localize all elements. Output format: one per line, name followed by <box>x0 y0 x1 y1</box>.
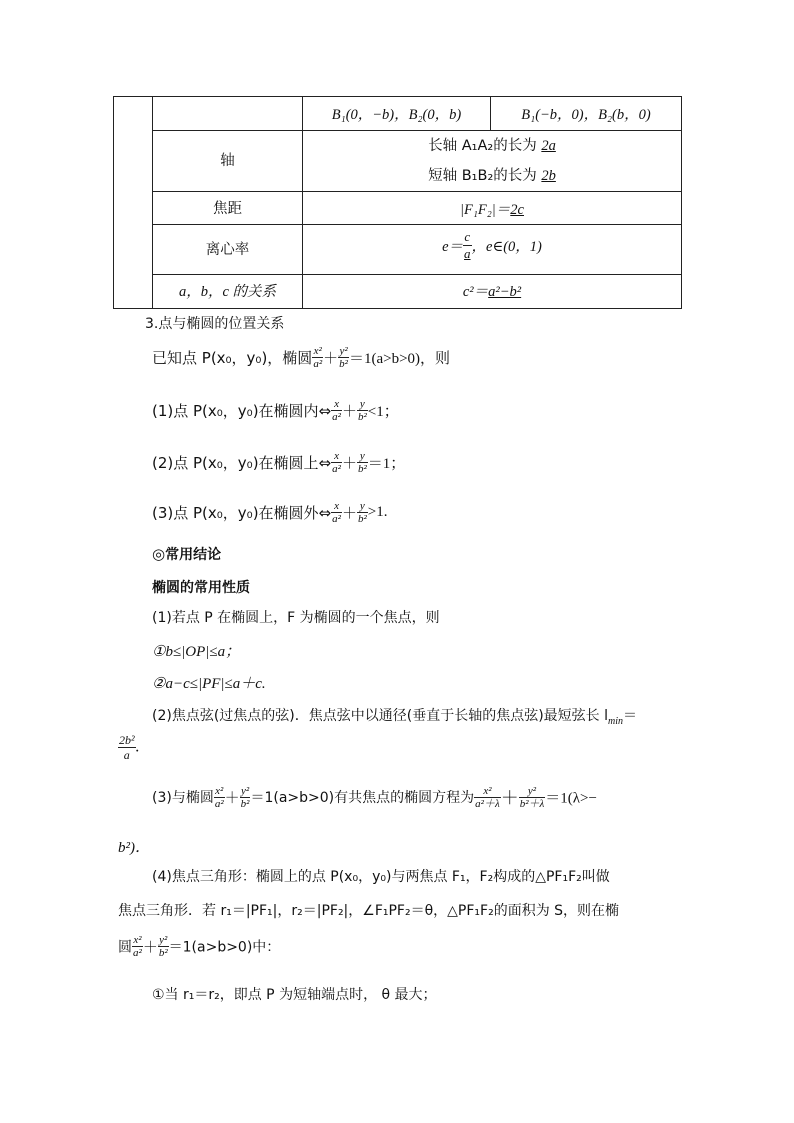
conclusion-p1: (1)若点 P 在椭圆上，F 为椭圆的一个焦点，则 <box>152 610 440 626</box>
plus-sign: ＋ <box>341 454 357 472</box>
section3-heading: 3.点与椭圆的位置关系 <box>145 316 285 332</box>
frac-den: b² <box>158 947 168 959</box>
table-row-line <box>152 224 682 225</box>
major-axis-answer: 2a <box>541 138 556 154</box>
conclusion-p1-i: ①b≤|OP|≤a； <box>152 644 241 660</box>
frac-num: y <box>357 450 368 463</box>
conclusion-p3-cont: b²)． <box>118 840 150 856</box>
conclusion-p2-fraction <box>118 733 140 762</box>
ecc-denominator: a <box>464 246 471 261</box>
frac-num: y² <box>240 784 250 797</box>
ecc-numerator: c <box>464 229 471 244</box>
frac-num: y <box>357 500 368 513</box>
frac-den: b² <box>240 797 250 810</box>
abc-prefix: c²＝ <box>462 284 489 300</box>
conclusion-p4-line1: (4)焦点三角形：椭圆上的点 P(x₀，y₀)与两焦点 F₁，F₂构成的△PF₁F₂叫做 <box>152 869 610 885</box>
section3-item2 <box>152 450 405 475</box>
table-row-line <box>152 130 682 131</box>
item1-tail: <1； <box>367 404 399 420</box>
frac-num: x <box>331 398 342 411</box>
conclusion-p4-line2: 焦点三角形．若 r₁＝|PF₁|，r₂＝|PF₂|，∠F₁PF₂＝θ，△PF₁F₂的面积为 S，则在椭 <box>118 903 620 919</box>
focal-prefix: |F₁F₂|＝ <box>460 202 511 218</box>
item1-text: (1)点 P(x₀，y₀)在椭圆内⇔ <box>152 402 332 420</box>
ecc-prefix: e＝ <box>442 239 464 255</box>
minor-axis-answer: 2b <box>541 168 556 184</box>
conclusion-p4-i: ①当 r₁＝r₂，即点 P 为短轴端点时， θ 最大； <box>152 987 437 1003</box>
p2-subscript: min <box>608 715 624 727</box>
frac-num: x <box>331 500 342 513</box>
frac-den: a² <box>214 797 224 810</box>
table-row-line <box>152 191 682 192</box>
section3-intro <box>152 345 450 370</box>
plus-sign: ＋ <box>142 938 158 956</box>
section3-item3 <box>152 500 387 525</box>
target-icon: ◎ <box>152 545 166 563</box>
conclusion-p3 <box>152 784 597 810</box>
frac-num: x² <box>474 785 501 798</box>
item3-tail: >1. <box>367 504 388 520</box>
table-border-bottom <box>113 308 682 309</box>
frac-num: y² <box>339 345 348 357</box>
cell-ecc-value <box>303 229 681 262</box>
frac-den: a² <box>332 463 341 475</box>
plus-sign: ＋ <box>224 788 240 807</box>
frac-den: a² <box>313 358 323 370</box>
p2-equals: ＝ <box>623 708 638 724</box>
cell-vertices-horizontal: B₁(−b，0)，B₂(b，0) <box>521 107 651 123</box>
frac-num: y <box>357 398 368 411</box>
conclusion-p1-ii: ②a−c≤|PF|≤a＋c. <box>152 676 266 692</box>
plus-sign: ＋ <box>341 402 357 420</box>
conclusions-subheading: 椭圆的常用性质 <box>152 580 250 596</box>
p3-text-b: ＝1(a>b>0)有共焦点的椭圆方程为 <box>250 790 475 806</box>
item3-text: (3)点 P(x₀，y₀)在椭圆外⇔ <box>152 504 332 522</box>
item2-text: (2)点 P(x₀，y₀)在椭圆上⇔ <box>152 454 332 472</box>
conclusion-p4-line3 <box>118 934 280 959</box>
ecc-suffix: ，e∈(0，1) <box>471 239 542 255</box>
frac-num: x² <box>313 345 322 357</box>
frac-num: y² <box>159 934 168 946</box>
cell-axis-label: 轴 <box>220 153 235 169</box>
cell-minor-axis <box>303 164 681 185</box>
item2-tail: ＝1； <box>367 456 406 472</box>
frac-den: a² <box>332 411 341 423</box>
cell-abc-label: a，b，c 的关系 <box>178 284 277 300</box>
frac-den: b² <box>357 411 367 423</box>
conclusions-heading-row <box>152 544 221 564</box>
p3-text-c: ＝1(λ>− <box>545 790 597 807</box>
frac-den: b² <box>339 358 348 370</box>
frac-den: a²＋λ <box>475 797 500 810</box>
cell-vertices-vertical: B₁(0，−b)，B₂(0，b) <box>331 107 462 123</box>
frac-den: b² <box>357 513 367 525</box>
section3-item1 <box>152 398 399 423</box>
conclusion-p2 <box>152 705 637 727</box>
frac-num: x² <box>133 934 142 946</box>
frac-num: x² <box>215 784 224 797</box>
p2-text: (2)焦点弦(过焦点的弦)．焦点弦中以通径(垂直于长轴的焦点弦)最短弦长 l <box>152 708 609 724</box>
frac-den: b² <box>357 463 367 475</box>
plus-sign: ＋ <box>341 504 357 522</box>
p2-end: . <box>135 738 140 756</box>
frac-num: 2b² <box>119 733 135 747</box>
frac-den: a² <box>332 513 341 525</box>
frac-num: x <box>331 450 342 463</box>
cell-focal-value <box>303 198 681 219</box>
frac-den: a² <box>133 947 142 959</box>
cell-abc-value <box>303 280 681 301</box>
cell-major-axis <box>303 134 681 155</box>
table-border-top <box>113 96 682 97</box>
table-border-right <box>681 96 682 309</box>
plus-sign: ＋ <box>500 788 519 809</box>
intro-text: 已知点 P(x₀，y₀)，椭圆 <box>152 349 313 367</box>
frac-num: y² <box>519 785 546 798</box>
plus-sign: ＋ <box>323 349 339 367</box>
focal-answer: 2c <box>510 202 524 218</box>
conclusions-heading: 常用结论 <box>165 547 222 563</box>
frac-den: b²＋λ <box>519 797 545 810</box>
minor-axis-text: 短轴 B₁B₂的长为 <box>428 168 542 184</box>
table-row-line <box>152 274 682 275</box>
cell-focal-label: 焦距 <box>213 201 242 217</box>
cell-ecc-label: 离心率 <box>205 242 250 258</box>
intro-tail: ＝1(a>b>0)，则 <box>348 351 451 367</box>
table-border-left <box>113 96 114 309</box>
p3-text-a: (3)与椭圆 <box>152 790 214 806</box>
p4-line3-b: ＝1(a>b>0)中： <box>168 939 281 956</box>
frac-den: a <box>123 748 130 762</box>
major-axis-text: 长轴 A₁A₂的长为 <box>428 138 542 154</box>
p4-line3-a: 圆 <box>118 939 132 956</box>
abc-answer: a²−b² <box>488 284 522 300</box>
